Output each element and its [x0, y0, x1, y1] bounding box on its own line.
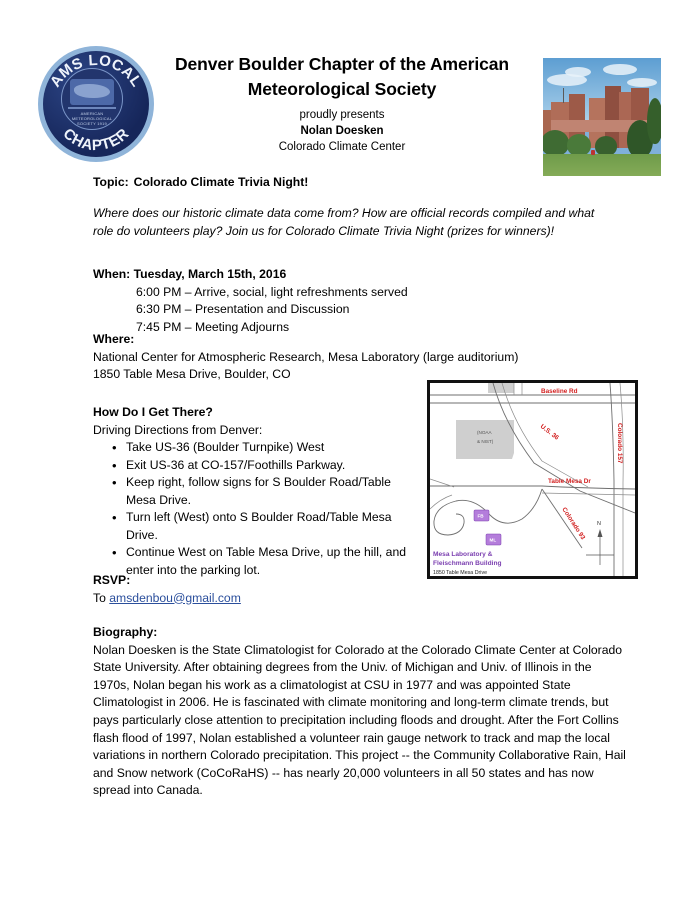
direction-step: • Turn left (West) onto S Boulder Road/Table Mesa Drive.	[126, 509, 423, 544]
map-road-table-mesa	[430, 486, 635, 489]
map-block-north	[488, 383, 514, 393]
photo-cloud	[627, 78, 657, 87]
photo-accent	[591, 150, 595, 155]
schedule-item: 6:00 PM – Arrive, social, light refreshments served	[136, 284, 408, 299]
map-label-us-36: U.S. 36	[538, 423, 560, 442]
map-marker-fb-label: FB	[477, 513, 484, 519]
map-block-label-line2: & NIST)	[477, 439, 494, 444]
rsvp-prefix: To	[93, 590, 110, 605]
directions-section	[93, 404, 423, 579]
direction-step: • Continue West on Table Mesa Drive, up the hill, and enter into the parking lot.	[126, 544, 423, 579]
map-road-colorado93	[542, 489, 582, 548]
map-road-colorado157-b	[620, 383, 623, 576]
directions-heading: How Do I Get There?	[93, 405, 213, 419]
map-site-label-line1: Mesa Laboratory &	[433, 551, 493, 558]
speaker-name: Nolan Doesken	[300, 125, 384, 137]
photo-cloud	[603, 64, 637, 75]
photo-tree	[595, 136, 617, 156]
map-site-label-line2: Fleischmann Building	[433, 560, 502, 567]
direction-step: • Take US-36 (Boulder Turnpike) West	[126, 439, 423, 457]
seal-inner-text: AMERICAN METEOROLOGICAL SOCIETY 1919	[71, 111, 113, 126]
map-road-west-spur-b	[430, 495, 452, 509]
map-label-colorado-93: Colorado 93	[560, 506, 587, 542]
header-title-block	[152, 52, 532, 155]
topic-value: Colorado Climate Trivia Night!	[133, 175, 309, 189]
document-header	[0, 0, 700, 180]
schedule-item: 7:45 PM – Meeting Adjourns	[136, 319, 290, 334]
direction-step: • Keep right, follow signs for S Boulder Road/Table Mesa Drive.	[126, 474, 423, 509]
when-heading: When: Tuesday, March 15th, 2016	[93, 267, 287, 281]
direction-step: • Exit US-36 at CO-157/Foothills Parkway.	[126, 457, 423, 475]
map-label-baseline-rd: Baseline Rd	[541, 388, 578, 395]
presents-line: proudly presents	[299, 109, 385, 121]
map-block-label-line1: (NOAA	[477, 430, 492, 435]
location-map	[427, 380, 638, 579]
event-description: Where does our historic climate data come from? How are official records compiled and what role do volunteers play? Join us for Colorado Climate Trivia Night (prizes for winners)!	[93, 206, 595, 238]
map-road-colorado157	[610, 383, 614, 576]
where-section	[93, 331, 629, 384]
photo-lawn	[543, 154, 661, 176]
rsvp-section	[93, 572, 423, 607]
where-heading: Where:	[93, 332, 135, 346]
biography-section	[93, 624, 629, 800]
map-marker-ml-label: ML	[489, 537, 497, 543]
photo-cloud	[565, 67, 591, 77]
photo-antenna	[563, 88, 564, 103]
logo-arc-bottom-text: CHAPTER	[59, 125, 133, 155]
biography-text: Nolan Doesken is the State Climatologist for Colorado at the Colorado Climate Center at Colorado State University. After obtaining degrees from the Univ. of Michigan and Univ. of Illinois in the 1970s, Nolan began his work as a climatologist at CSU in 1977 and was appointed State Climatologist in 2006. He is fascinated with climate monitoring and long-term climate trends, but pays particularly close attention to precipitation including floods and drought. After the Fort Collins flash flood of 1997, Nolan established a volunteer rain gauge network to track and map the local variations in northern Colorado precipitation. This project -- the Community Collaborative Rain, Hail and Snow network (CoCoRaHS) -- has nearly 20,000 volunteers in all 50 states and has now spread into Canada.	[93, 642, 626, 798]
schedule-item: 6:30 PM – Presentation and Discussion	[136, 302, 350, 316]
biography-heading: Biography:	[93, 625, 158, 639]
when-section	[93, 266, 629, 336]
photo-tree	[543, 130, 569, 156]
ams-chapter-logo	[38, 46, 154, 162]
logo-arc-top-text: AMS LOCAL	[46, 51, 146, 91]
topic-label: Topic:	[93, 175, 129, 189]
compass-north-label: N	[597, 521, 601, 527]
map-address-label: 1850 Table Mesa Drive	[433, 570, 488, 576]
map-label-colorado-157: Colorado 157	[616, 423, 623, 464]
topic-line	[93, 174, 629, 192]
rsvp-line	[93, 590, 423, 608]
photo-tree	[567, 134, 591, 156]
speaker-affiliation: Colorado Climate Center	[278, 141, 406, 153]
compass-rose-icon	[586, 521, 614, 565]
ncar-building-photo	[543, 58, 661, 176]
directions-subheading: Driving Directions from Denver:	[93, 422, 263, 437]
photo-tree	[647, 98, 661, 144]
map-graphic	[430, 383, 635, 576]
directions-list	[93, 439, 423, 579]
logo-arc-text	[38, 46, 154, 162]
page-title: Denver Boulder Chapter of the American Meteorological Society	[175, 54, 509, 99]
where-line: 1850 Table Mesa Drive, Boulder, CO	[93, 367, 291, 381]
rsvp-email-link[interactable]: amsdenbou@gmail.com	[109, 590, 241, 605]
where-line: National Center for Atmospheric Research, Mesa Laboratory (large auditorium)	[93, 349, 519, 364]
map-label-table-mesa-dr: Table Mesa Dr	[548, 478, 591, 485]
rsvp-heading: RSVP:	[93, 573, 131, 587]
